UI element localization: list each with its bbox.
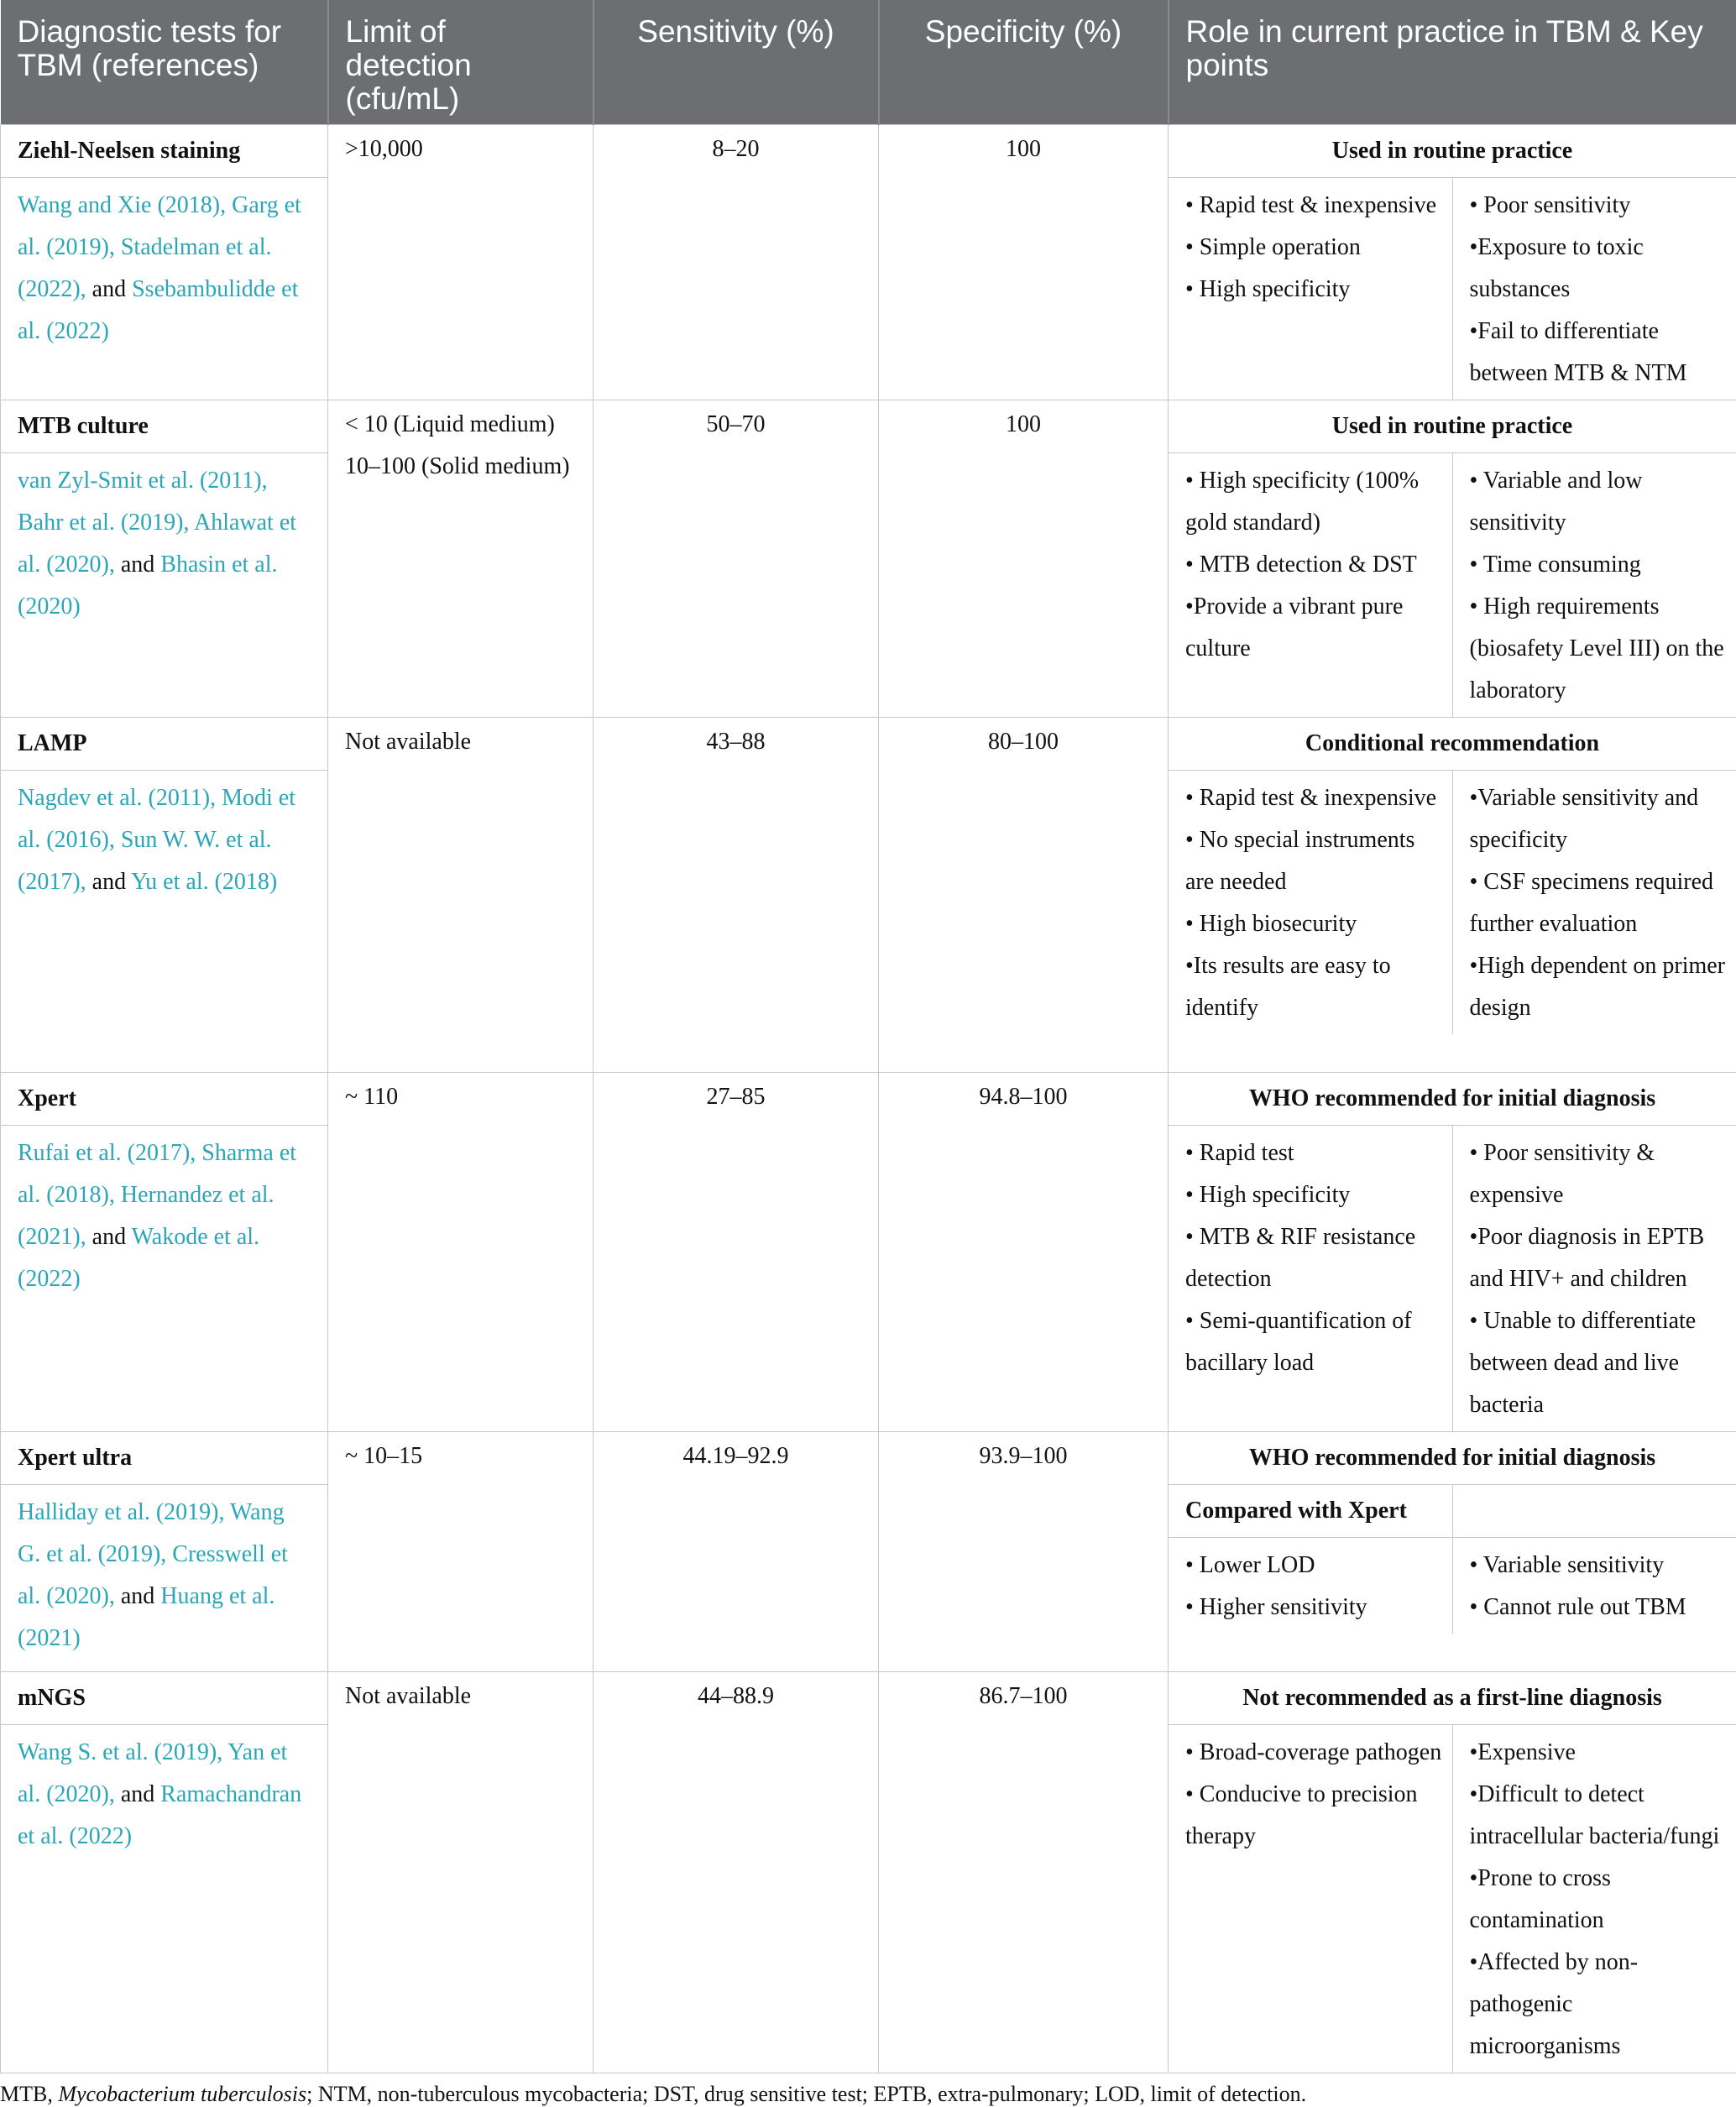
disadvantage-item: •Fail to differentiate between MTB & NTM xyxy=(1470,311,1727,395)
advantage-item: • Lower LOD xyxy=(1185,1545,1442,1587)
disadvantages xyxy=(1452,1725,1736,2073)
advantages xyxy=(1169,1725,1452,2073)
role-label: Used in routine practice xyxy=(1169,400,1736,453)
table-row xyxy=(1,1672,1736,2073)
citation-link[interactable]: Halliday et al. (2019), xyxy=(18,1499,224,1525)
citation-link[interactable]: Sun W. W. et al. (2017), xyxy=(18,827,272,895)
specificity-cell xyxy=(879,1073,1169,1432)
specificity-value: 100 xyxy=(879,125,1168,174)
disadvantage-item: • Cannot rule out TBM xyxy=(1470,1587,1727,1629)
header-tests: Diagnostic tests for TBM (references) xyxy=(1,0,328,125)
citation-joiner: and xyxy=(121,1781,154,1807)
citation-link[interactable]: Garg et al. (2019), xyxy=(18,192,301,260)
advantage-item: • High specificity xyxy=(1185,269,1442,311)
sensitivity-cell xyxy=(593,400,879,718)
table-row xyxy=(1,400,1736,718)
advantage-item: • Rapid test xyxy=(1185,1132,1442,1174)
specificity-cell xyxy=(879,400,1169,718)
table-footnote xyxy=(0,2073,1736,2107)
role-label: Not recommended as a first-line diagnosis xyxy=(1169,1672,1736,1725)
disadvantage-item: • Poor sensitivity xyxy=(1470,185,1727,227)
lod-value: ~ 110 xyxy=(328,1073,593,1121)
citation-link[interactable]: Hernandez et al. (2021), xyxy=(18,1182,275,1250)
lod-value: >10,000 xyxy=(328,125,593,174)
disadvantage-item: • CSF specimens required further evaluation xyxy=(1470,861,1727,945)
citation-link[interactable]: Yu et al. (2018) xyxy=(131,869,277,895)
citation-link[interactable]: Huang et al. (2021) xyxy=(18,1583,275,1651)
citation-link[interactable]: Wang and Xie (2018), xyxy=(18,192,226,218)
test-cell xyxy=(1,400,328,718)
disadvantage-item: • Poor sensitivity & expensive xyxy=(1470,1132,1727,1216)
sensitivity-cell xyxy=(593,1073,879,1432)
footnote-part: ; NTM, non-tuberculous mycobacteria; DST, drug sensitive test; EPTB, extra-pulmonary; LOD, limit of detection. xyxy=(306,2082,1306,2106)
advantage-item: • No special instruments are needed xyxy=(1185,819,1442,903)
table-row xyxy=(1,125,1736,400)
disadvantage-item: •Exposure to toxic substances xyxy=(1470,227,1727,311)
specificity-cell xyxy=(879,125,1169,400)
role-label: WHO recommended for initial diagnosis xyxy=(1169,1432,1736,1485)
test-cell xyxy=(1,1432,328,1672)
advantage-item: • Conducive to precision therapy xyxy=(1185,1774,1442,1858)
comparison-label: Compared with Xpert xyxy=(1169,1485,1452,1538)
sensitivity-value: 27–85 xyxy=(593,1073,878,1121)
disadvantage-item: • Variable sensitivity xyxy=(1470,1545,1727,1587)
header-sensitivity: Sensitivity (%) xyxy=(593,0,879,125)
disadvantage-item: • High requirements (biosafety Level III) on the laboratory xyxy=(1470,586,1727,712)
citation-joiner: and xyxy=(121,552,154,578)
advantage-item: • Higher sensitivity xyxy=(1185,1587,1442,1629)
specificity-value: 80–100 xyxy=(879,718,1168,766)
disadvantage-item: • Unable to differentiate between dead and live bacteria xyxy=(1470,1300,1727,1426)
citation-joiner: and xyxy=(92,869,126,895)
lod-value: Not available xyxy=(328,1672,593,1721)
disadvantages xyxy=(1452,1126,1736,1432)
references xyxy=(1,771,327,915)
citation-link[interactable]: Wang S. et al. (2019), xyxy=(18,1739,222,1765)
citation-joiner: and xyxy=(121,1583,154,1609)
specificity-cell xyxy=(879,1432,1169,1672)
advantage-item: •Its results are easy to identify xyxy=(1185,945,1442,1029)
role-cell xyxy=(1169,125,1736,400)
specificity-value: 93.9–100 xyxy=(879,1432,1168,1481)
citation-link[interactable]: Nagdev et al. (2011), xyxy=(18,785,216,811)
disadvantage-item: •Prone to cross contamination xyxy=(1470,1858,1727,1942)
lod-solid: 10–100 (Solid medium) xyxy=(345,446,576,488)
citation-joiner: and xyxy=(92,1224,126,1250)
comparison-spacer xyxy=(1452,1485,1736,1538)
role-cell xyxy=(1169,718,1736,1073)
lod-cell xyxy=(328,1672,593,2073)
advantage-item: • MTB detection & DST xyxy=(1185,544,1442,586)
sensitivity-value: 8–20 xyxy=(593,125,878,174)
disadvantages xyxy=(1452,1538,1736,1634)
table-header-row xyxy=(1,0,1736,125)
test-name: Xpert xyxy=(1,1073,327,1126)
advantage-item: • High biosecurity xyxy=(1185,903,1442,945)
disadvantages xyxy=(1452,178,1736,400)
role-cell xyxy=(1169,1672,1736,2073)
sensitivity-value: 50–70 xyxy=(593,400,878,449)
header-lod: Limit of detection (cfu/mL) xyxy=(328,0,593,125)
citation-link[interactable]: Bahr et al. (2019), xyxy=(18,510,190,536)
disadvantage-item: •Poor diagnosis in EPTB and HIV+ and children xyxy=(1470,1216,1727,1300)
disadvantages xyxy=(1452,453,1736,718)
citation-link[interactable]: Ssebambulidde et al. (2022) xyxy=(18,276,298,344)
header-specificity: Specificity (%) xyxy=(879,0,1169,125)
references xyxy=(1,178,327,364)
references xyxy=(1,1126,327,1312)
citation-link[interactable]: Bhasin et al. (2020) xyxy=(18,552,278,620)
advantage-item: • High specificity xyxy=(1185,1174,1442,1216)
role-table xyxy=(1169,125,1736,400)
lod-liquid: < 10 (Liquid medium) xyxy=(345,404,576,446)
references xyxy=(1,1725,327,1869)
citation-link[interactable]: Stadelman et al. (2022), xyxy=(18,234,271,302)
lod-cell xyxy=(328,400,593,718)
sensitivity-cell xyxy=(593,1672,879,2073)
disadvantage-item: •High dependent on primer design xyxy=(1470,945,1727,1029)
specificity-cell xyxy=(879,718,1169,1073)
role-label: Used in routine practice xyxy=(1169,125,1736,178)
advantage-item: • Simple operation xyxy=(1185,227,1442,269)
sensitivity-cell xyxy=(593,1432,879,1672)
citation-link[interactable]: Sharma et al. (2018), xyxy=(18,1140,296,1208)
lod-cell xyxy=(328,1432,593,1672)
citation-link[interactable]: Wakode et al. (2022) xyxy=(18,1224,259,1292)
test-cell xyxy=(1,125,328,400)
test-cell xyxy=(1,718,328,1073)
sensitivity-value: 44.19–92.9 xyxy=(593,1432,878,1481)
footnote-part: MTB, xyxy=(0,2082,58,2106)
citation-link[interactable]: Cresswell et al. (2020), xyxy=(18,1541,288,1609)
lod-cell xyxy=(328,1073,593,1432)
advantages xyxy=(1169,771,1452,1035)
disadvantage-item: •Affected by non-pathogenic microorganisms xyxy=(1470,1942,1727,2068)
disadvantage-item: • Time consuming xyxy=(1470,544,1727,586)
lod-cell xyxy=(328,125,593,400)
role-table xyxy=(1169,400,1736,717)
test-name: mNGS xyxy=(1,1672,327,1725)
disadvantages xyxy=(1452,771,1736,1035)
role-cell xyxy=(1169,400,1736,718)
citation-link[interactable]: Modi et al. (2016), xyxy=(18,785,295,853)
role-table xyxy=(1169,1073,1736,1431)
advantages xyxy=(1169,1126,1452,1432)
references xyxy=(1,453,327,640)
sensitivity-value: 43–88 xyxy=(593,718,878,766)
lod-cell xyxy=(328,718,593,1073)
specificity-value: 94.8–100 xyxy=(879,1073,1168,1121)
test-name: MTB culture xyxy=(1,400,327,453)
role-cell xyxy=(1169,1432,1736,1672)
role-cell xyxy=(1169,1073,1736,1432)
table-row xyxy=(1,1073,1736,1432)
advantage-item: • Broad-coverage pathogen xyxy=(1185,1732,1442,1774)
sensitivity-cell xyxy=(593,718,879,1073)
test-name: Xpert ultra xyxy=(1,1432,327,1485)
role-table xyxy=(1169,1432,1736,1634)
test-name: LAMP xyxy=(1,718,327,771)
citation-link[interactable]: Ahlawat et al. (2020), xyxy=(18,510,296,578)
citation-joiner: and xyxy=(92,276,126,302)
role-table xyxy=(1169,718,1736,1034)
disadvantage-item: •Expensive xyxy=(1470,1732,1727,1774)
role-table xyxy=(1169,1672,1736,2073)
advantage-item: •Provide a vibrant pure culture xyxy=(1185,586,1442,670)
disadvantage-item: •Variable sensitivity and specificity xyxy=(1470,777,1727,861)
lod-value: Not available xyxy=(328,718,593,766)
specificity-cell xyxy=(879,1672,1169,2073)
citation-link[interactable]: Yan et al. (2020), xyxy=(18,1739,287,1807)
test-name: Ziehl-Neelsen staining xyxy=(1,125,327,178)
advantages xyxy=(1169,178,1452,400)
table-row xyxy=(1,718,1736,1073)
advantage-item: • Rapid test & inexpensive xyxy=(1185,777,1442,819)
role-label: Conditional recommendation xyxy=(1169,718,1736,771)
citation-link[interactable]: Ramachandran et al. (2022) xyxy=(18,1781,301,1849)
disadvantage-item: • Variable and low sensitivity xyxy=(1470,460,1727,544)
role-label: WHO recommended for initial diagnosis xyxy=(1169,1073,1736,1126)
sensitivity-cell xyxy=(593,125,879,400)
test-cell xyxy=(1,1672,328,2073)
test-cell xyxy=(1,1073,328,1432)
advantage-item: • MTB & RIF resistance detection xyxy=(1185,1216,1442,1300)
advantage-item: • High specificity (100% gold standard) xyxy=(1185,460,1442,544)
header-role: Role in current practice in TBM & Key points xyxy=(1169,0,1736,125)
disadvantage-item: •Difficult to detect intracellular bacteria/fungi xyxy=(1470,1774,1727,1858)
sensitivity-value: 44–88.9 xyxy=(593,1672,878,1721)
table-row xyxy=(1,1432,1736,1672)
advantage-item: • Rapid test & inexpensive xyxy=(1185,185,1442,227)
advantage-item: • Semi-quantification of bacillary load xyxy=(1185,1300,1442,1384)
footnote-species: Mycobacterium tuberculosis xyxy=(58,2082,306,2106)
advantages xyxy=(1169,453,1452,718)
advantages xyxy=(1169,1538,1452,1634)
specificity-value: 100 xyxy=(879,400,1168,449)
citation-link[interactable]: van Zyl-Smit et al. (2011), xyxy=(18,468,268,494)
specificity-value: 86.7–100 xyxy=(879,1672,1168,1721)
references xyxy=(1,1485,327,1671)
citation-link[interactable]: Rufai et al. (2017), xyxy=(18,1140,196,1166)
lod-value: ~ 10–15 xyxy=(328,1432,593,1481)
lod-value xyxy=(328,400,593,491)
citation-link[interactable]: Wang G. et al. (2019), xyxy=(18,1499,285,1567)
